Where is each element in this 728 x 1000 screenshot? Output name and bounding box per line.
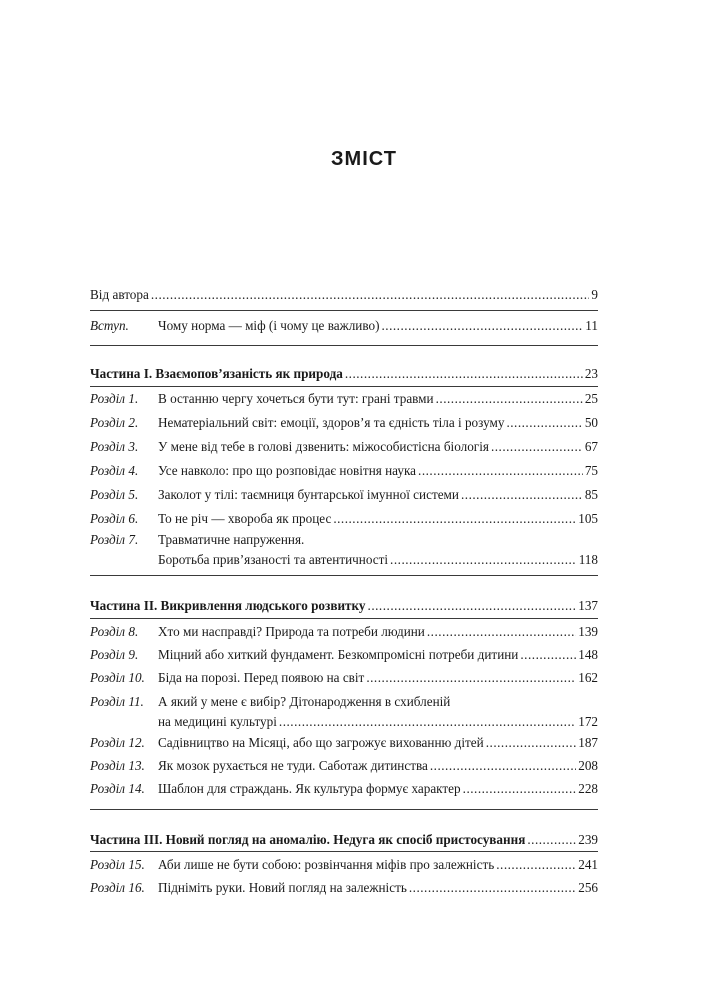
page-number: 75 [584, 463, 598, 478]
dot-leader [381, 316, 583, 336]
divider [90, 575, 598, 576]
toc-entry-intro[interactable] [90, 316, 598, 336]
part-title: Частина I. Взаємопов’язаність як природа [90, 366, 343, 381]
entry-label: Розділ 14. [90, 781, 145, 796]
page-number: 50 [584, 415, 598, 430]
dot-leader [427, 622, 576, 642]
entry-label: Розділ 11. [90, 694, 144, 709]
dot-leader [436, 389, 583, 409]
dot-leader [418, 461, 583, 481]
toc-entry-chapter-15[interactable] [90, 855, 598, 875]
dot-leader [430, 756, 576, 776]
toc-entry-chapter-14[interactable] [90, 779, 598, 799]
entry-label: Розділ 9. [90, 647, 139, 662]
entry-title: Аби лише не бути собою: розвінчання міфів про залежність [158, 857, 495, 872]
page-number: 11 [585, 318, 598, 333]
entry-title: Заколот у тілі: таємниця бунтарської імунної системи [158, 487, 459, 502]
toc-entry-author[interactable] [90, 285, 598, 305]
entry-title: Усе навколо: про що розповідає новітня наука [158, 463, 417, 478]
entry-title: Боротьба прив’язаності та автентичності [158, 552, 389, 567]
entry-title: Як мозок рухається не туди. Саботаж дитинства [158, 758, 428, 773]
toc-entry-chapter-16[interactable] [90, 878, 598, 898]
entry-label: Розділ 2. [90, 415, 139, 430]
entry-label: Розділ 3. [90, 439, 139, 454]
toc-entry-chapter-13[interactable] [90, 756, 598, 776]
entry-label: Розділ 4. [90, 463, 139, 478]
dot-leader [463, 779, 577, 799]
entry-title: на медицині культурі [158, 714, 277, 729]
divider [90, 851, 598, 852]
entry-title: Нематеріальний світ: емоції, здоров’я та єдність тіла і розуму [158, 415, 505, 430]
divider [90, 310, 598, 311]
entry-label: Розділ 13. [90, 758, 145, 773]
entry-title: Шаблон для страждань. Як культура формує характер [158, 781, 461, 796]
toc-entry-chapter-1[interactable] [90, 389, 598, 409]
divider [90, 618, 598, 619]
page-number: 187 [578, 735, 598, 750]
toc-entry-chapter-2[interactable] [90, 413, 598, 433]
dot-leader [368, 596, 577, 616]
toc-entry-chapter-8[interactable] [90, 622, 598, 642]
toc-entry-chapter-11[interactable] [90, 692, 598, 732]
page-number: 139 [578, 624, 598, 639]
page-number: 241 [578, 857, 598, 872]
dot-leader [520, 645, 576, 665]
page-number: 162 [578, 670, 598, 685]
toc-entry-chapter-4[interactable] [90, 461, 598, 481]
entry-title: Від автора [90, 287, 149, 302]
dot-leader [496, 855, 576, 875]
dot-leader [279, 712, 576, 732]
toc-entry-chapter-3[interactable] [90, 437, 598, 457]
divider [90, 809, 598, 810]
entry-title: Чому норма — міф (і чому це важливо) [158, 318, 380, 333]
entry-title: У мене від тебе в голові дзвенить: міжособистісна біологія [158, 439, 489, 454]
dot-leader [333, 509, 576, 529]
toc-part-1[interactable] [90, 364, 598, 384]
page-number: 228 [578, 781, 598, 796]
page-title: ЗМІСТ [331, 148, 397, 170]
entry-title-line-1: Травматичне напруження. [158, 532, 305, 547]
dot-leader [486, 733, 576, 753]
entry-title: В останню чергу хочеться бути тут: грані травми [158, 391, 434, 406]
entry-title: Біда на порозі. Перед появою на світ [158, 670, 365, 685]
page-number: 85 [584, 487, 598, 502]
entry-label: Розділ 5. [90, 487, 139, 502]
entry-label: Вступ. [90, 318, 129, 333]
part-title: Частина III. Новий погляд на аномалію. Недуга як спосіб пристосування [90, 832, 526, 847]
entry-title-line-1: А який у мене є вибір? Дітонародження в схибленій [158, 694, 451, 709]
entry-title: Міцний або хиткий фундамент. Безкомпромісні потреби дитини [158, 647, 519, 662]
dot-leader [151, 285, 590, 305]
toc-entry-chapter-5[interactable] [90, 485, 598, 505]
page-number: 256 [578, 880, 598, 895]
dot-leader [506, 413, 582, 433]
page-number: 137 [578, 598, 598, 613]
entry-title: Садівництво на Місяці, або що загрожує вихованню дітей [158, 735, 484, 750]
entry-label: Розділ 15. [90, 857, 145, 872]
page-number: 25 [584, 391, 598, 406]
toc-entry-chapter-6[interactable] [90, 509, 598, 529]
entry-label: Розділ 16. [90, 880, 145, 895]
page-number: 67 [584, 439, 598, 454]
dot-leader [345, 364, 583, 384]
entry-label: Розділ 12. [90, 735, 145, 750]
toc-part-3[interactable] [90, 830, 598, 850]
page-number: 148 [578, 647, 598, 662]
dot-leader [409, 878, 576, 898]
entry-title: Підніміть руки. Новий погляд на залежність [158, 880, 407, 895]
divider [90, 386, 598, 387]
entry-title: Хто ми насправді? Природа та потреби людини [158, 624, 425, 639]
entry-label: Розділ 8. [90, 624, 139, 639]
dot-leader [491, 437, 583, 457]
toc-entry-chapter-12[interactable] [90, 733, 598, 753]
dot-leader [390, 550, 577, 570]
page-number: 208 [578, 758, 598, 773]
toc-entry-chapter-7[interactable] [90, 530, 598, 570]
page-number: 9 [591, 287, 598, 302]
part-title: Частина II. Викривлення людського розвитку [90, 598, 366, 613]
page-number: 105 [578, 511, 598, 526]
toc-entry-chapter-10[interactable] [90, 668, 598, 688]
dot-leader [461, 485, 583, 505]
entry-title: То не річ — хвороба як процес [158, 511, 332, 526]
divider [90, 345, 598, 346]
dot-leader [366, 668, 576, 688]
entry-label: Розділ 1. [90, 391, 139, 406]
entry-label: Розділ 6. [90, 511, 139, 526]
dot-leader [527, 830, 576, 850]
page-number: 172 [578, 714, 598, 729]
page-number: 239 [578, 832, 598, 847]
entry-label: Розділ 10. [90, 670, 145, 685]
entry-label: Розділ 7. [90, 532, 139, 547]
toc-part-2[interactable] [90, 596, 598, 616]
page-number: 118 [578, 552, 598, 567]
toc-entry-chapter-9[interactable] [90, 645, 598, 665]
page-number: 23 [584, 366, 598, 381]
